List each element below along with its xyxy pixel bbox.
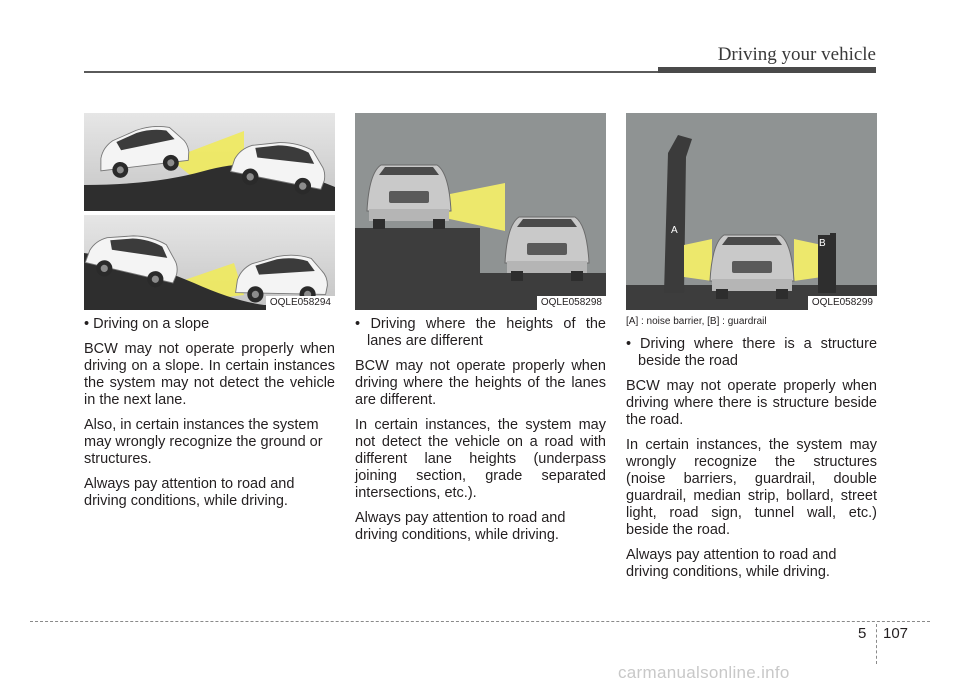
paragraph: Always pay attention to road and driving conditions, while driving.	[626, 547, 837, 580]
footer-rule	[30, 621, 930, 622]
structure-illustration	[626, 113, 877, 310]
car-front-lower	[505, 217, 589, 281]
bullet-heading: • Driving on a slope	[84, 316, 210, 332]
bullet-heading: • Driving where the heights of the lanes are different	[355, 316, 606, 349]
page-number: 107	[883, 625, 909, 642]
figure-caption: [A] : noise barrier, [B] : guardrail	[626, 316, 767, 327]
figure-code: OQLE058298	[537, 296, 606, 310]
paragraph: Always pay attention to road and driving conditions, while driving.	[84, 476, 295, 509]
figure-structure-beside-road	[626, 113, 877, 310]
paragraph: In certain instances, the system may not detect the vehicle on a road with different lane heights (underpass joining section, grade separated intersections, etc.).	[355, 417, 606, 501]
watermark: carmanualsonline.info	[618, 663, 790, 682]
figure-different-lane-heights	[355, 113, 606, 310]
label-a: A	[671, 225, 678, 236]
paragraph: Always pay attention to road and driving conditions, while driving.	[355, 510, 566, 543]
header-rule	[84, 71, 670, 73]
header-rule-accent	[658, 67, 876, 73]
page-header-title: Driving your vehicle	[717, 44, 876, 65]
figure-code: OQLE058294	[266, 296, 335, 310]
chapter-number: 5	[858, 625, 867, 642]
paragraph: BCW may not operate properly when driving on a slope. In certain instances the system may not detect the vehicle in the next lane.	[84, 341, 335, 408]
paragraph: In certain instances, the system may wrongly recognize the structures (noise barriers, guardrail, double guardrail, median strip, bollard, street light, road sign, tunnel wall, etc.) beside the road.	[626, 437, 877, 538]
figure-driving-on-slope	[84, 113, 335, 310]
paragraph: BCW may not operate properly when driving where there is structure beside the road.	[626, 378, 877, 428]
car-front-center	[710, 235, 794, 299]
figure-code: OQLE058299	[808, 296, 877, 310]
slope-illustration	[84, 113, 335, 310]
footer-divider	[876, 624, 877, 664]
label-b: B	[819, 238, 826, 249]
bullet-heading: • Driving where there is a structure beside the road	[626, 336, 878, 369]
paragraph: BCW may not operate properly when driving where the heights of the lanes are different.	[355, 358, 606, 408]
column-lane-heights	[355, 316, 606, 552]
paragraph: Also, in certain instances the system may wrongly recognize the ground or structures.	[84, 417, 323, 467]
car-front-upper	[367, 165, 451, 229]
column-structure	[626, 316, 877, 589]
column-slope	[84, 316, 335, 518]
lane-height-illustration	[355, 113, 606, 310]
